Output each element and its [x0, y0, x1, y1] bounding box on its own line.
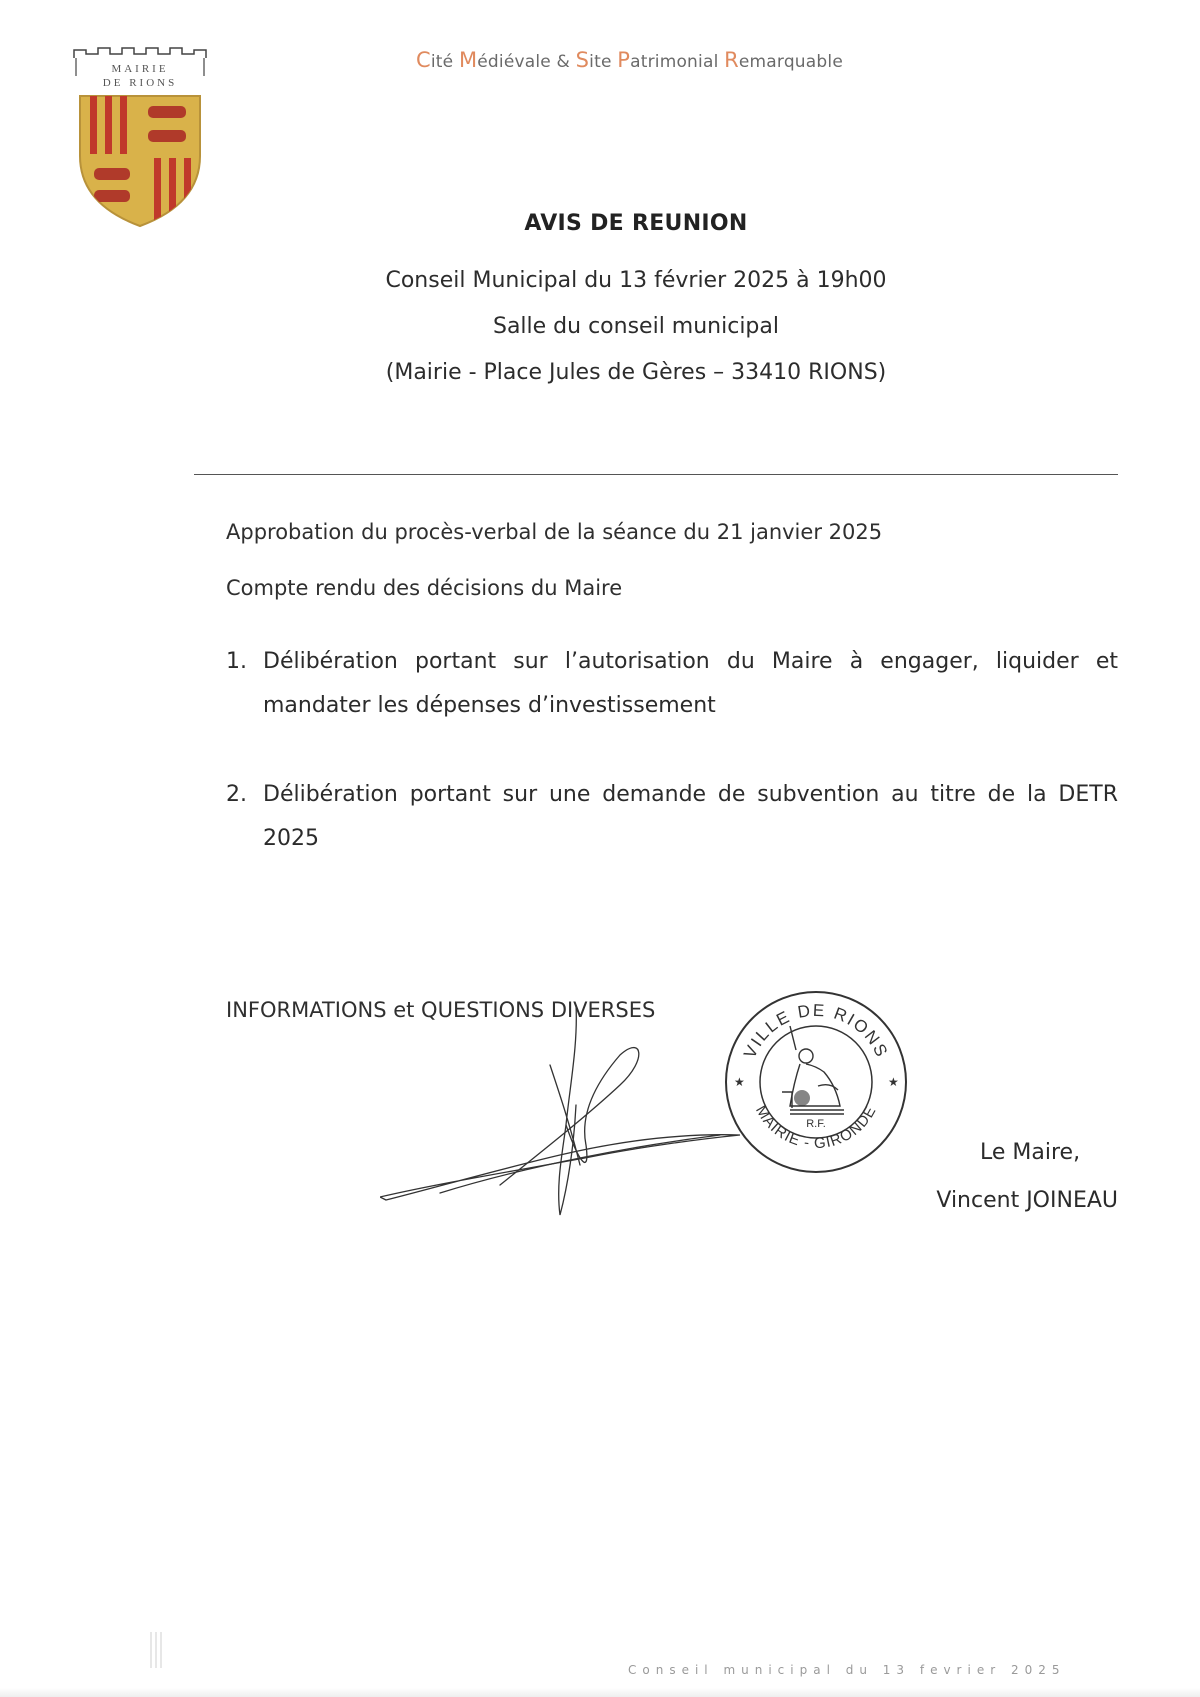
tagline-word: emarquable [738, 52, 843, 72]
tagline-word: atrimonial [630, 52, 725, 72]
meeting-date: Conseil Municipal du 13 février 2025 à 19h00 [385, 268, 887, 293]
page-footer: Conseil municipal du 13 fevrier 2025 [628, 1663, 1066, 1677]
meeting-room: Salle du conseil municipal [492, 314, 779, 339]
agenda-item-number: 1. [226, 649, 247, 674]
stamp-bottom-text: MAIRIE - GIRONDE [752, 1102, 880, 1153]
agenda-approval: Approbation du procès-verbal de la séance du 21 janvier 2025 [226, 520, 883, 544]
logo-text-top: MAIRIE [111, 63, 169, 75]
tagline-cap: S [575, 48, 590, 72]
notice-title: AVIS DE REUNION [524, 211, 748, 236]
agenda-item [226, 773, 1118, 861]
svg-text:★: ★ [734, 1075, 745, 1089]
stamp-center-text: R.F. [806, 1118, 826, 1130]
agenda-compte-rendu: Compte rendu des décisions du Maire [226, 576, 623, 600]
tagline-cap: C [416, 48, 431, 72]
tagline-cap: P [617, 48, 631, 72]
divider [194, 474, 1118, 475]
tagline [416, 48, 936, 76]
agenda-item [226, 640, 1118, 728]
agenda-item-text: Délibération portant sur l’autorisation du Maire à engager, liquider et mandater les dépenses d’investissement [263, 649, 1118, 718]
agenda-item-number: 2. [226, 782, 247, 807]
agenda-informations: INFORMATIONS et QUESTIONS DIVERSES [226, 998, 656, 1022]
mairie-logo [72, 44, 212, 234]
tagline-word: ité [430, 52, 459, 72]
notice-header [300, 210, 972, 396]
margin-marks [148, 1630, 166, 1670]
meeting-address: (Mairie - Place Jules de Gères – 33410 RIONS) [385, 360, 887, 385]
tagline-word: ite [589, 52, 618, 72]
mayor-name: Vincent JOINEAU [936, 1188, 1118, 1213]
logo-text-bottom: DE RIONS [102, 77, 178, 89]
agenda-item-text: Délibération portant sur une demande de subvention au titre de la DETR 2025 [263, 782, 1118, 851]
tagline-word: édiévale & [477, 52, 576, 72]
svg-text:★: ★ [888, 1075, 899, 1089]
tagline-cap: M [458, 48, 478, 72]
mayor-role: Le Maire, [980, 1140, 1081, 1165]
tagline-cap: R [724, 48, 739, 72]
stamp-top-text: VILLE DE RIONS [740, 1000, 892, 1062]
scan-edge [0, 1688, 1200, 1697]
mayor-signature [380, 1005, 760, 1220]
